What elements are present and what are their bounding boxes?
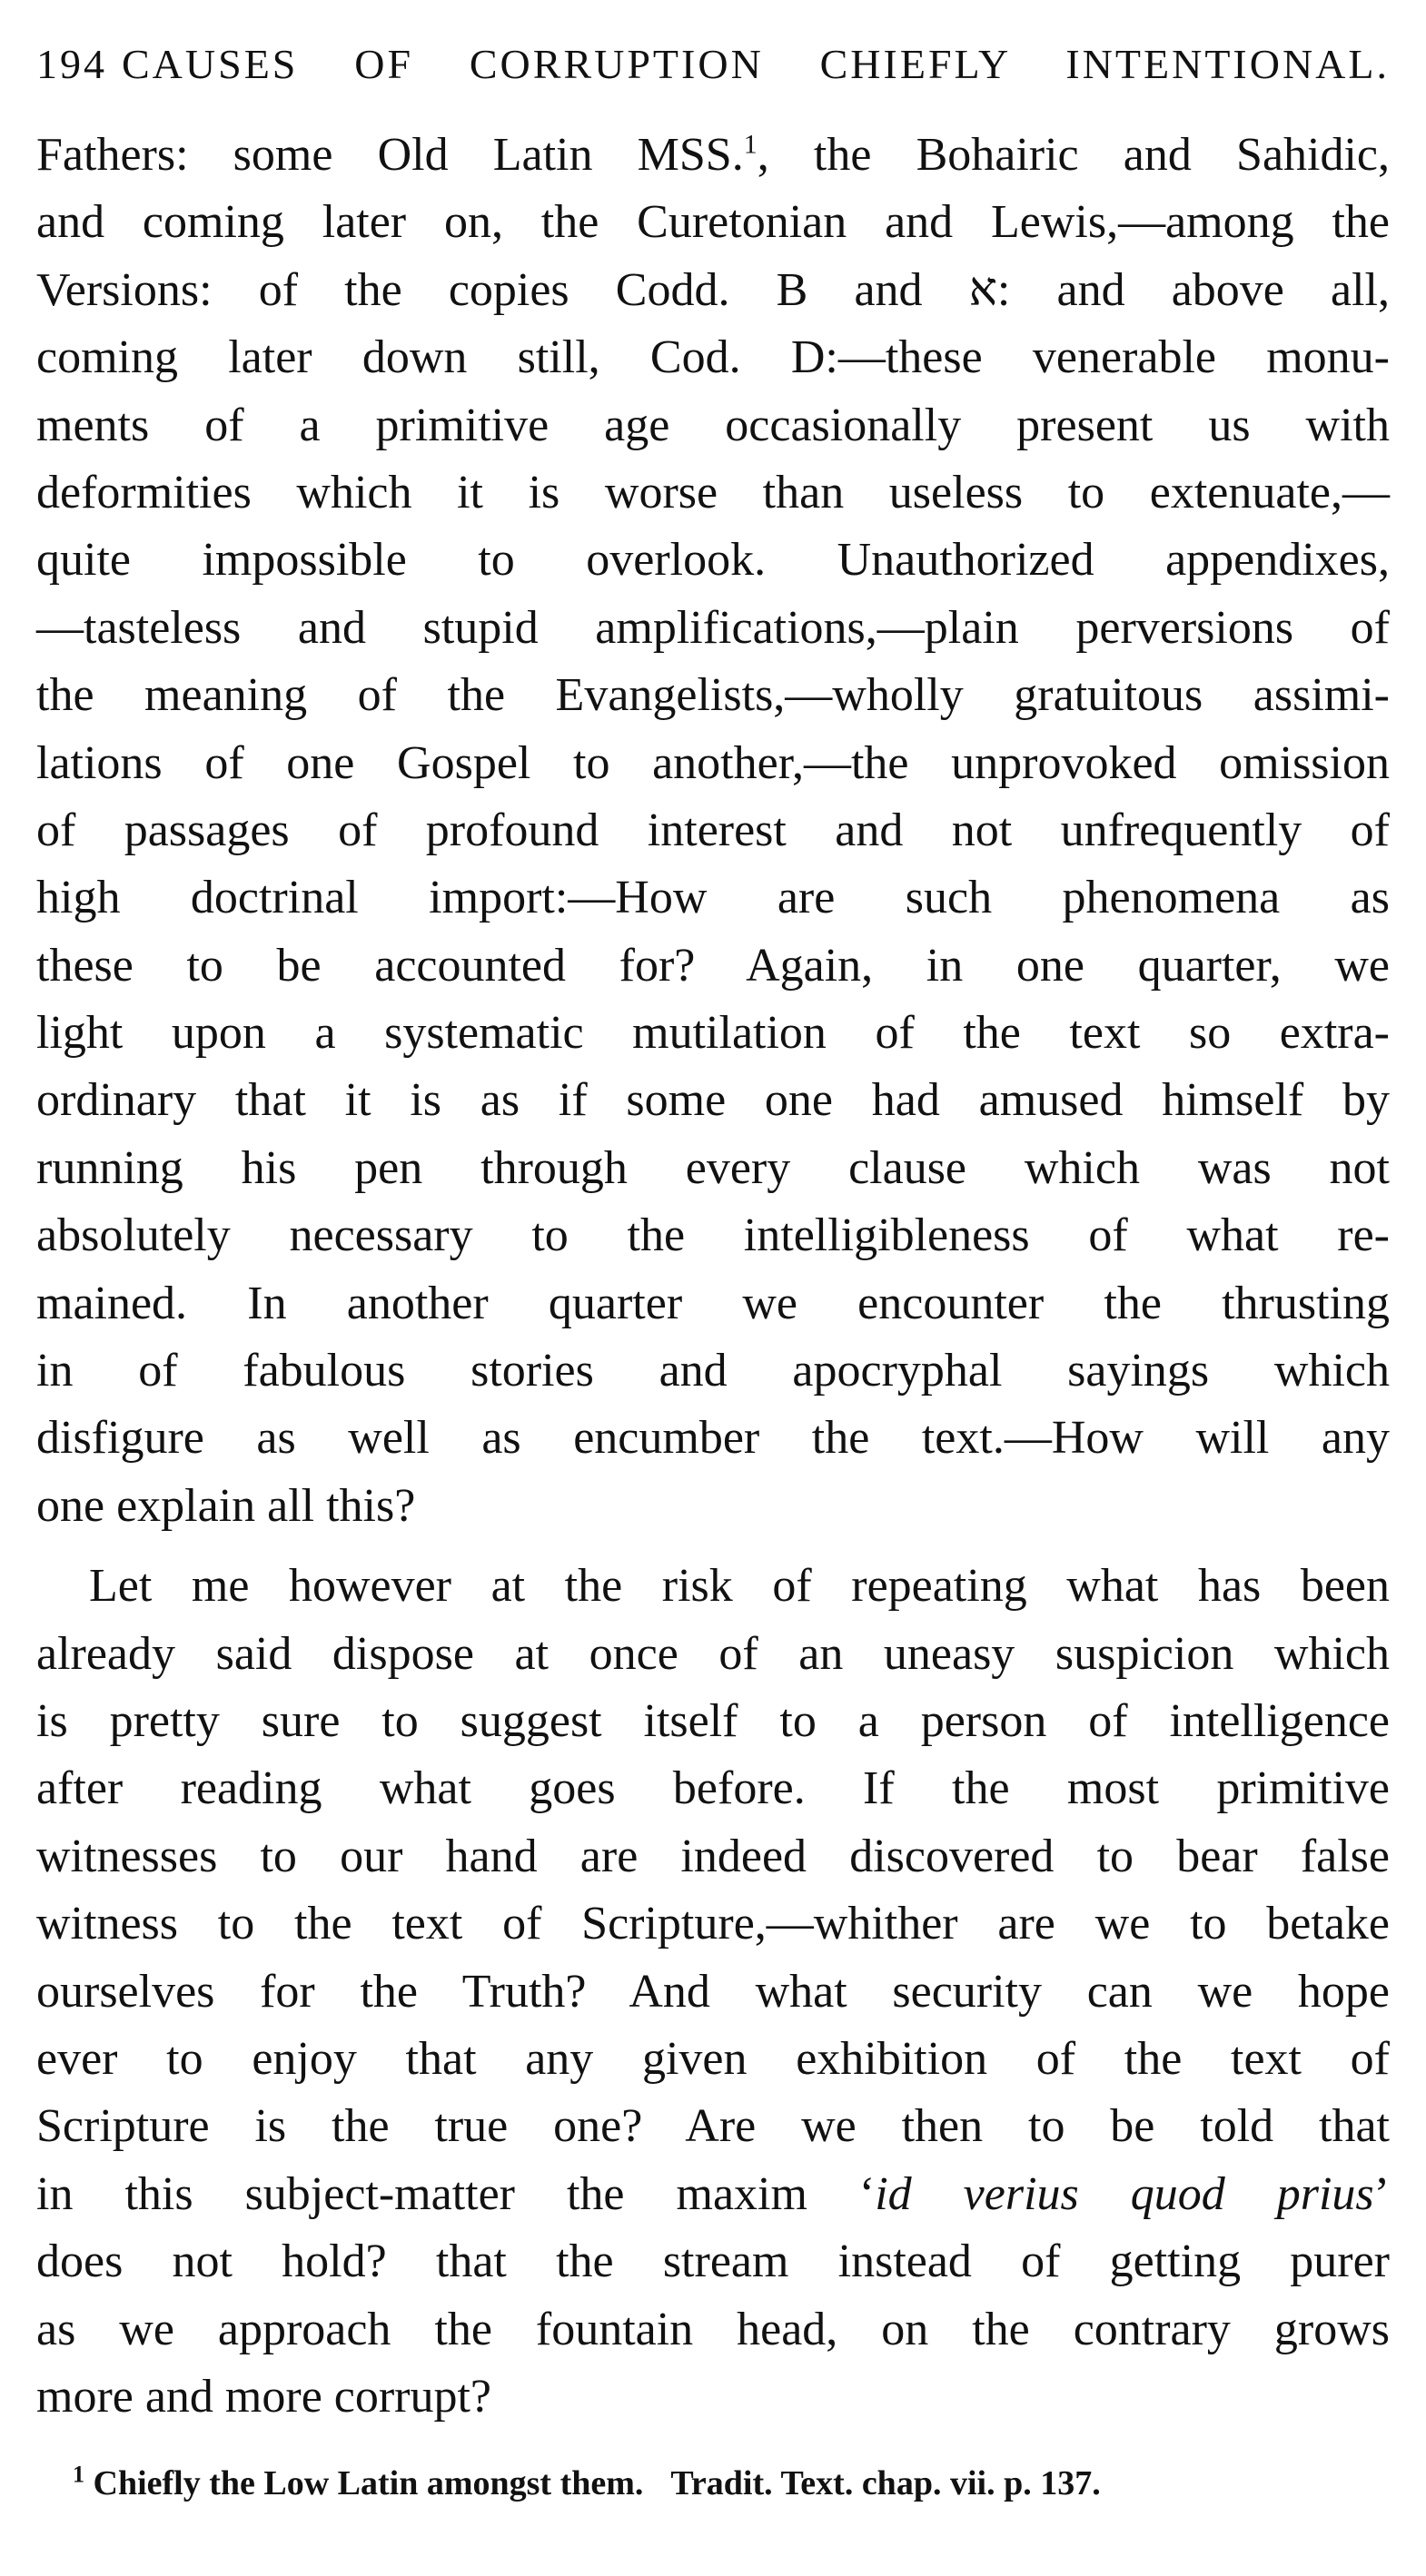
- text-line: ourselves for the Truth? And what security can we hope: [36, 1965, 1390, 2018]
- footnote-reference: Tradit. Text. chap. vii. p. 137.: [670, 2464, 1101, 2503]
- text-line: light upon a systematic mutilation of the text so extra-: [36, 1007, 1390, 1060]
- text-line: coming later down still, Cod. D:—these venerable monu-: [36, 331, 1390, 384]
- text-line: ordinary that it is as if some one had amused himself by: [36, 1074, 1390, 1127]
- line-segment: ’: [1373, 2167, 1390, 2220]
- text-line: high doctrinal import:—How are such phenomena as: [36, 872, 1390, 924]
- text-line: these to be accounted for? Again, in one quarter, we: [36, 939, 1390, 992]
- paragraph-1: [36, 122, 1390, 1540]
- text-line: already said dispose at once of an uneasy suspicion which: [36, 1627, 1390, 1680]
- text-line: after reading what goes before. If the most primitive: [36, 1762, 1390, 1815]
- text-line: witnesses to our hand are indeed discovered to bear false: [36, 1830, 1390, 1882]
- text-line: is pretty sure to suggest itself to a person of intelligence: [36, 1694, 1390, 1747]
- text-line: more and more corrupt?: [36, 2370, 492, 2423]
- paragraph-gap: [36, 1540, 1390, 1553]
- text-line: and coming later on, the Curetonian and Lewis,—among the: [36, 196, 1390, 249]
- text-line: witness to the text of Scripture,—whither are we to betake: [36, 1898, 1390, 1950]
- text-line: mained. In another quarter we encounter the thrusting: [36, 1277, 1390, 1329]
- text-line: [36, 122, 1390, 189]
- text-line: quite impossible to overlook. Unauthorized appendixes,: [36, 534, 1390, 587]
- book-page: [36, 33, 1390, 2509]
- footnote-marker: 1: [73, 2461, 84, 2488]
- text-line: Scripture is the true one? Are we then to be told that: [36, 2100, 1390, 2153]
- text-line: Versions: of the copies Codd. B and א: and above all,: [36, 263, 1390, 316]
- paragraph-2: [36, 1553, 1390, 2431]
- text-line: —tasteless and stupid amplifications,—plain perversions of: [36, 601, 1390, 654]
- text-line: ever to enjoy that any given exhibition of the text of: [36, 2032, 1390, 2085]
- text-line: disfigure as well as encumber the text.—How will any: [36, 1412, 1390, 1465]
- text-line: one explain all this?: [36, 1479, 416, 1532]
- text-line: deformities which it is worse than useless to extenuate,—: [36, 466, 1390, 518]
- text-line: ments of a primitive age occasionally present us with: [36, 399, 1390, 451]
- line-segment: , the Bohairic and Sahidic,: [757, 129, 1390, 181]
- body-text: [36, 122, 1390, 2431]
- text-line: running his pen through every clause which was not: [36, 1141, 1390, 1194]
- footnote-reference-marker: 1: [743, 129, 758, 160]
- line-segment: in this subject-matter the maxim ‘: [36, 2167, 876, 2220]
- chapter-title: CAUSES OF CORRUPTION CHIEFLY INTENTIONAL.: [122, 41, 1390, 87]
- text-line: [36, 2161, 1390, 2228]
- text-line: of passages of profound interest and not unfrequently of: [36, 804, 1390, 856]
- text-line: Let me however at the risk of repeating what has been: [89, 1560, 1390, 1613]
- page-number: 194: [36, 41, 107, 87]
- text-line: lations of one Gospel to another,—the unprovoked omission: [36, 736, 1390, 789]
- text-line: in of fabulous stories and apocryphal sayings which: [36, 1345, 1390, 1397]
- text-line: the meaning of the Evangelists,—wholly gratuitous assimi-: [36, 669, 1390, 722]
- line-segment: Fathers: some Old Latin MSS.: [36, 129, 744, 181]
- text-line: absolutely necessary to the intelligibleness of what re-: [36, 1209, 1390, 1262]
- latin-maxim: id verius quod prius: [875, 2167, 1374, 2220]
- text-line: does not hold? that the stream instead of getting purer: [36, 2235, 1390, 2288]
- footnote-text: Chiefly the Low Latin amongst them.: [93, 2464, 644, 2503]
- text-line: as we approach the fountain head, on the contrary grows: [36, 2303, 1390, 2355]
- footnote: [36, 2458, 1390, 2509]
- running-head: [36, 33, 1390, 96]
